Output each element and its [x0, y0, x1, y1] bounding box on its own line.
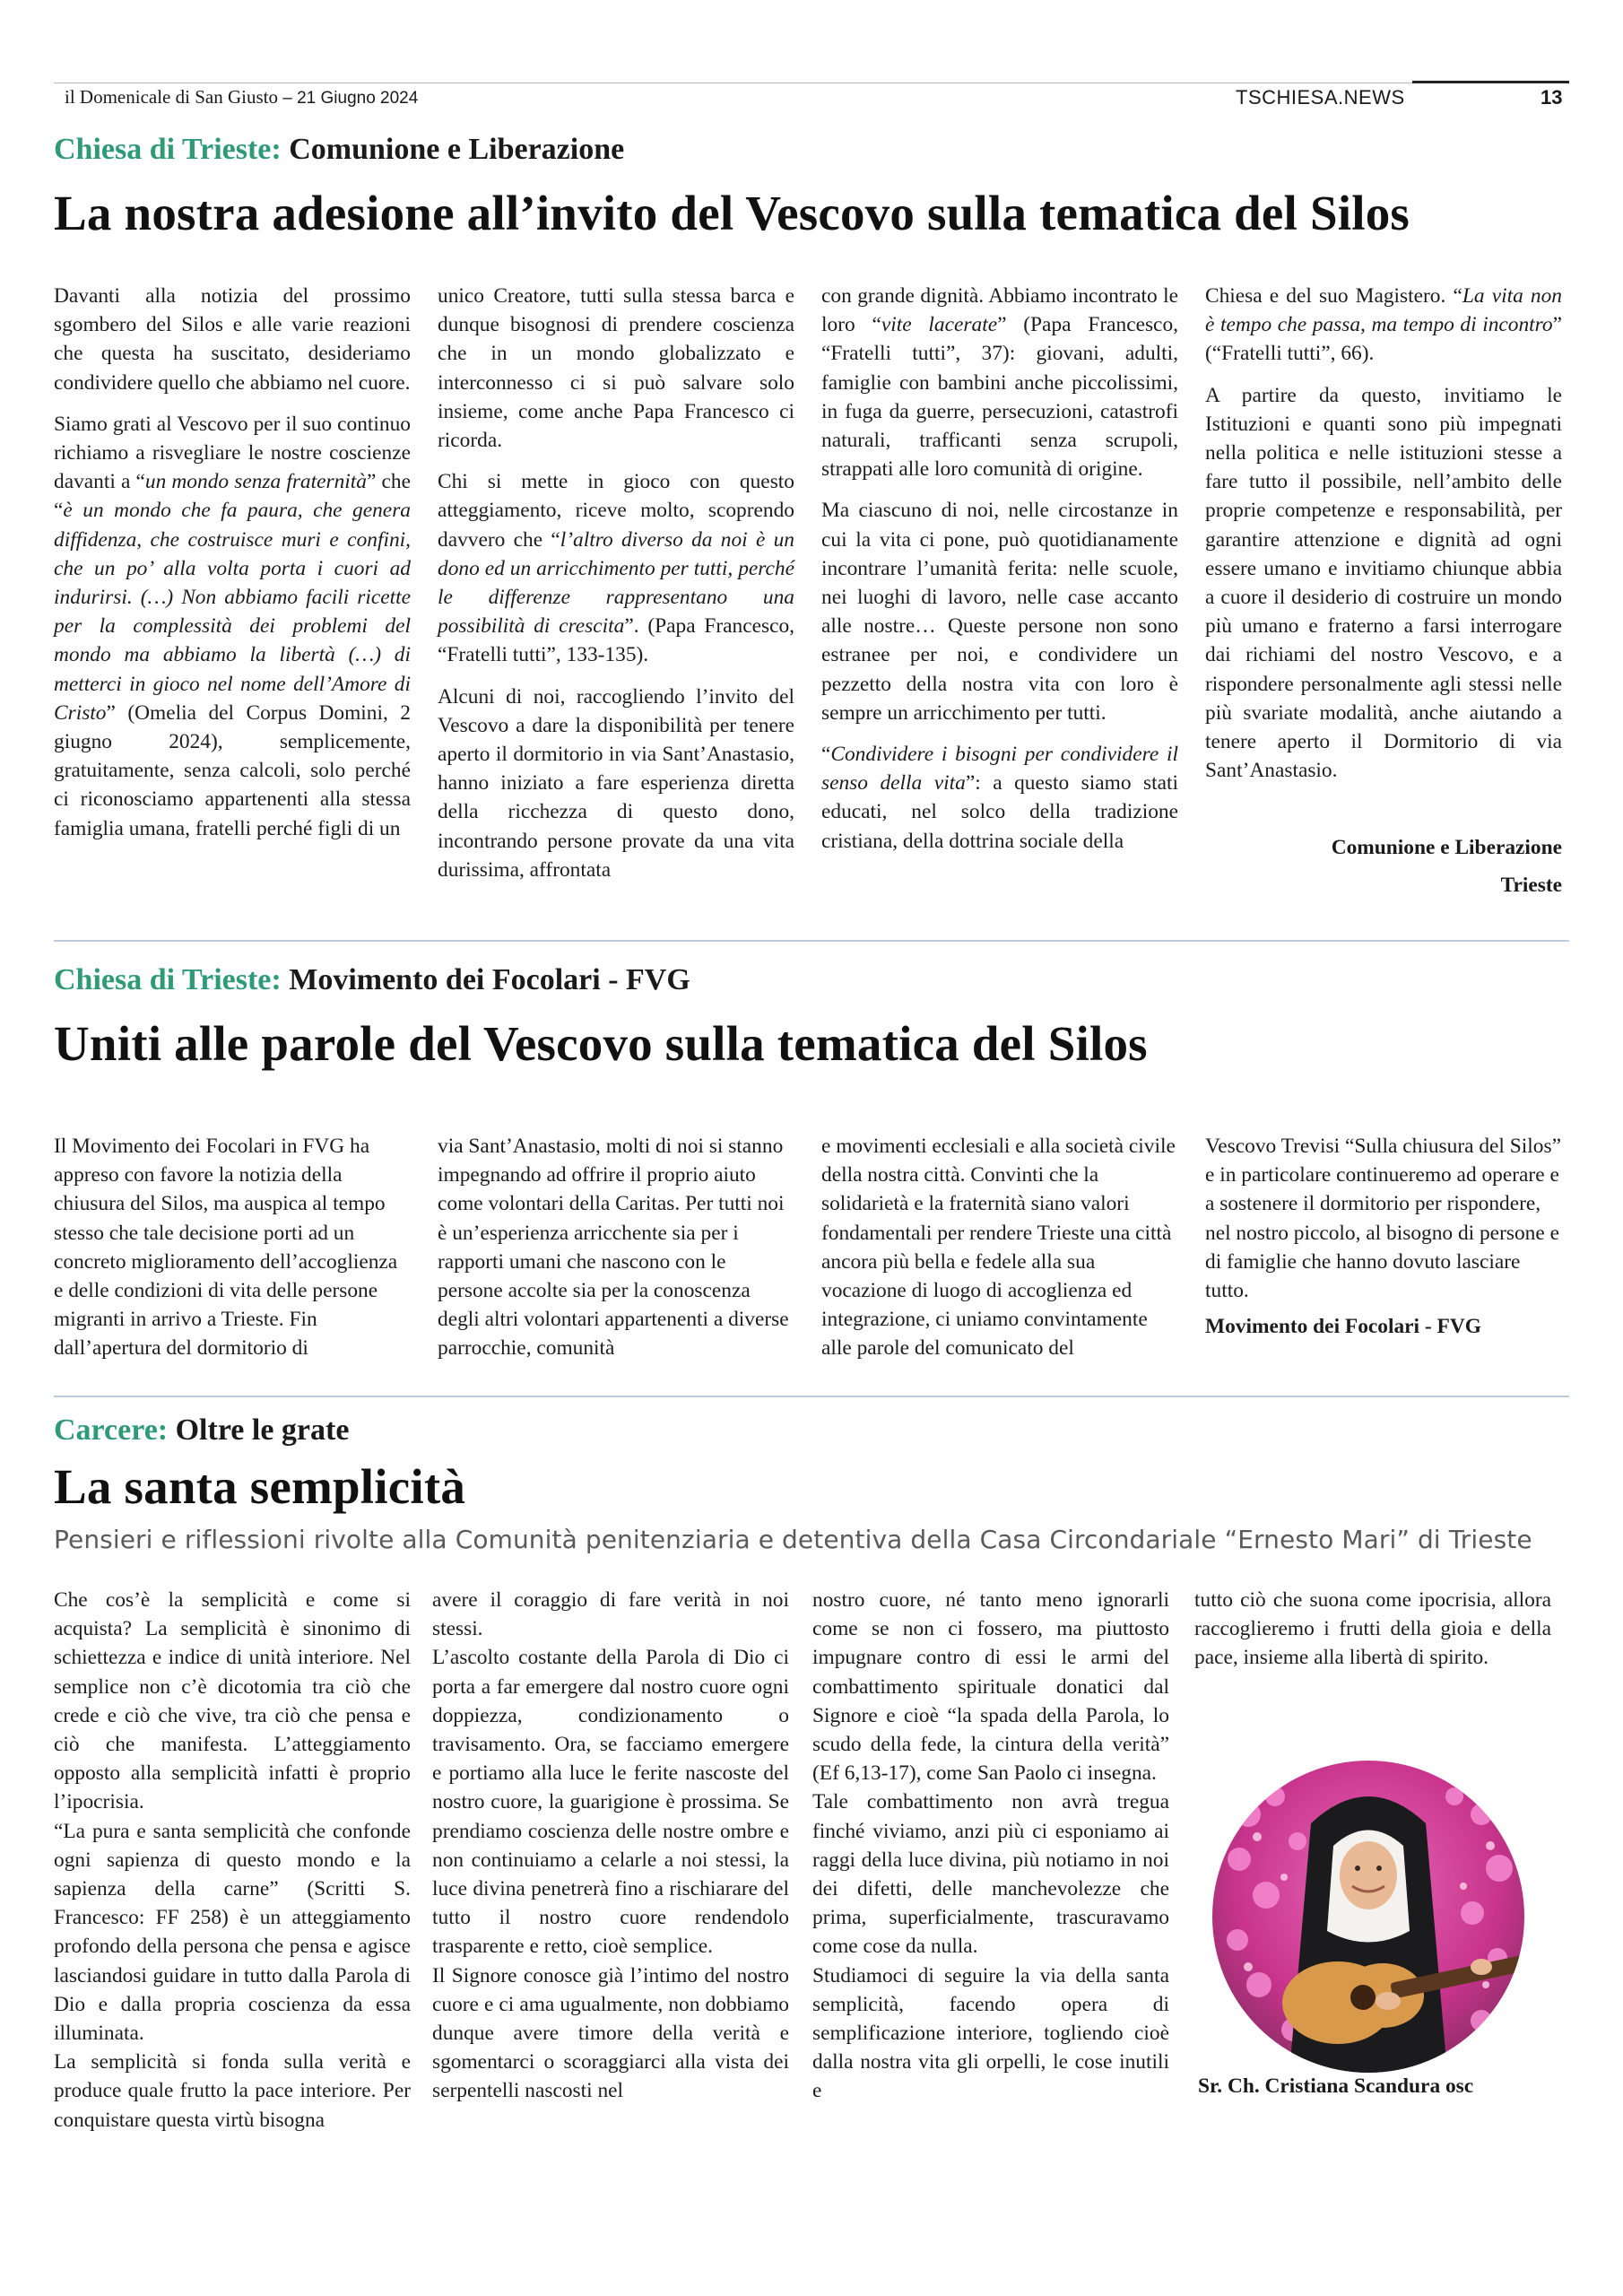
- paragraph: Che cos’è la semplicità e come si acquista? La semplicità è sinonimo di schiettezza e indice di unità interiore. Nel semplice non c’è dicotomia tra ciò che crede e ciò che vive, tra ciò che pensa e ciò che manifesta. L’atteggiamento opposto alla semplicità infatti è proprio l’ipocrisia.: [54, 1588, 411, 1814]
- paragraph: La semplicità si fonda sulla verità e produce quale frutto la pace interiore. Per conquistare questa virtù bisogna: [54, 2050, 411, 2132]
- paragraph: Tale combattimento non avrà tregua finché viviamo, anzi più ci esponiamo ai raggi della luce divina, più notiamo in noi dei difetti, delle manchevolezze che prima, superficialmente, trascuravamo come cose da nulla.: [812, 1790, 1169, 1959]
- article3-title: La santa semplicità: [54, 1459, 466, 1514]
- paragraph: Il Signore conosce già l’intimo del nostro cuore e ci ama ugualmente, non dobbiamo dunque avere timore della verità e sgomentarci o scoraggiarci alla vista dei serpentelli nascosti nel: [432, 1963, 789, 2103]
- paragraph: L’ascolto costante della Parola di Dio ci porta a far emergere dal nostro cuore ogni doppiezza, condizionamento o travisamento. Ora, se facciamo emergere e portiamo alla luce le ferite nascoste del nostro cuore, la guarigione è prossima. Se prendiamo coscienza delle nostre ombre e non continuiamo a celarle a noi stessi, la luce divina penetrerà fino a rischiarare del tutto il nostro cuore rendendolo trasparente e retto, cioè semplice.: [432, 1646, 789, 1959]
- article3-column-1: [54, 1586, 411, 2135]
- article3-subtitle: Pensieri e riflessioni rivolte alla Comunità penitenziaria e detentiva della Casa Circondariale “Ernesto Mari” di Trieste: [54, 1525, 1532, 1554]
- signature-organization: Comunione e Liberazione: [1331, 836, 1562, 859]
- paragraph: avere il coraggio di fare verità in noi stessi.: [432, 1588, 789, 1641]
- paragraph: con grande dignità. Abbiamo incontrato le loro “vite lacerate” (Papa Francesco, “Fratelli tutti”, 37): giovani, adulti, famiglie con bambini anche piccolissimi, in fuga da guerre, persecuzioni, catastrofi naturali, trafficanti senza scrupoli, strappati alle loro comunità di origine.: [821, 284, 1178, 482]
- photo-caption: Sr. Ch. Cristiana Scandura osc: [1198, 2074, 1474, 2098]
- article3-kicker: [54, 1413, 349, 1448]
- article2-section: Chiesa di Trieste:: [54, 963, 282, 996]
- article1-column-4: [1205, 282, 1562, 797]
- article1-title: La nostra adesione all’invito del Vescovo sulla tematica del Silos: [54, 186, 1410, 240]
- paragraph: Il Movimento dei Focolari in FVG ha appreso con favore la notizia della chiusura del Silos, ma auspica al tempo stesso che tale decisione porti ad un concreto miglioramento dell’accoglienza e delle condizioni di vita delle persone migranti in arrivo a Trieste. Fin dall’apertura del dormitorio di: [54, 1135, 398, 1361]
- article2-kicker: [54, 963, 690, 997]
- publication-name: il Domenicale di San Giusto: [65, 86, 278, 108]
- article2-column-1: [54, 1132, 411, 1363]
- paragraph: tutto ciò che suona come ipocrisia, allora raccoglieremo i frutti della gioia e della pace, insieme alla libertà di spirito.: [1194, 1588, 1551, 1670]
- article3-column-4: [1194, 1586, 1551, 1673]
- page-number: 13: [1541, 86, 1563, 109]
- paragraph: nostro cuore, né tanto meno ignorarli come se non ci fossero, ma piuttosto impugnare contro di essi le armi del combattimento spirituale donatici dal Signore e cioè “la spada della Parola, lo scudo della fede, la cintura della verità” (Ef 6,13-17), come San Paolo ci insegna.: [812, 1588, 1169, 1786]
- article1-kicker: [54, 133, 624, 167]
- paragraph: Chiesa e del suo Magistero. “La vita non è tempo che passa, ma tempo di incontro” (“Fratelli tutti”, 66).: [1205, 284, 1562, 366]
- article2-column-3: [821, 1132, 1178, 1363]
- paragraph: via Sant’Anastasio, molti di noi si stanno impegnando ad offrire il proprio aiuto come volontari della Caritas. Per tutti noi è un’esperienza arricchente sia per i rapporti umani che nascono con le persone accolte sia per la conoscenza degli altri volontari appartenenti a diverse parrocchie, comunità: [438, 1135, 789, 1361]
- paragraph: e movimenti ecclesiali e alla società civile della nostra città. Convinti che la solidarietà e la fraternità siano valori fondamentali per rendere Trieste una città ancora più bella e fedele alla sua vocazione di luogo di accoglienza ed integrazione, ci uniamo convintamente alle parole del comunicato del: [821, 1135, 1176, 1361]
- article3-section: Carcere:: [54, 1413, 169, 1447]
- author-photo: [1212, 1761, 1524, 2073]
- article2-column-4: [1205, 1132, 1562, 1343]
- paragraph: Ma ciascuno di noi, nelle circostanze in cui la vita ci pone, può quotidianamente incontrare l’umanità ferita: nelle scuole, nei luoghi di lavoro, nelle case accanto alle nostre… Queste persone non sono estranee per noi, e condividere un pezzetto della nostra vita con loro è sempre un arricchimento per tutti.: [821, 499, 1178, 725]
- article3-column-2: [432, 1586, 789, 2106]
- paragraph: Davanti alla notizia del prossimo sgombero del Silos e alle varie reazioni che questa ha suscitato, desideriamo condividere quello che abbiamo nel cuore.: [54, 284, 411, 395]
- article1-section: Chiesa di Trieste:: [54, 133, 282, 166]
- article2-title: Uniti alle parole del Vescovo sulla tematica del Silos: [54, 1016, 1148, 1071]
- paragraph: Studiamoci di seguire la via della santa semplicità, facendo opera di semplificazione interiore, togliendo cioè dalla nostra vita gli orpelli, le cose inutili e: [812, 1963, 1169, 2103]
- article2-topic: Movimento dei Focolari - FVG: [289, 963, 690, 996]
- header-accent-rule: [1412, 81, 1569, 83]
- section-divider: [54, 940, 1569, 942]
- paragraph: A partire da questo, invitiamo le Istituzioni e quanti sono più impegnati nella politica e nelle istituzioni stesse a fare tutto il possibile, nell’ambito delle proprie competenze e responsabilità, per garantire attenzione e dignità ad ogni essere umano e invitiamo chiunque abbia a cuore il desiderio di costruire un mondo più umano e fraterno a farsi interrogare dai richiami del nostro Vescovo, e a rispondere personalmente agli stessi nelle più svariate modalità, anche aiutando a tenere aperto il Dormitorio di via Sant’Anastasio.: [1205, 383, 1562, 783]
- section-divider: [54, 1396, 1569, 1397]
- paragraph: unico Creatore, tutti sulla stessa barca e dunque bisognosi di prendere coscienza che in un mondo globalizzato e interconnesso ci si può salvare solo insieme, come anche Papa Francesco ci ricorda.: [438, 284, 794, 453]
- publication-date: – 21 Giugno 2024: [277, 89, 419, 108]
- article2-signature: Movimento dei Focolari - FVG: [1205, 1315, 1481, 1339]
- paragraph: Chi si mette in gioco con questo atteggiamento, riceve molto, scoprendo davvero che “l’altro diverso da noi è un dono ed un arricchimento per tutti, perché le differenze rappresentano una possibilità di crescita”. (Papa Francesco, “Fratelli tutti”, 133-135).: [438, 470, 794, 667]
- website-name: TSCHIESA.NEWS: [1236, 86, 1405, 109]
- article1-signature: [1205, 829, 1562, 904]
- paragraph: “Condividere i bisogni per condividere il senso della vita”: a questo siamo stati educati, nel solco della tradizione cristiana, della dottrina sociale della: [821, 743, 1178, 853]
- publication-line: [65, 86, 418, 109]
- article1-column-2: [438, 282, 794, 897]
- paragraph: Vescovo Trevisi “Sulla chiusura del Silos” e in particolare continueremo ad operare e a sostenere il dormitorio per rispondere, nel nostro piccolo, al bisogno di persone e di famiglie che hanno dovuto lasciare tutto.: [1205, 1135, 1561, 1303]
- article1-column-3: [821, 282, 1178, 868]
- paragraph: Siamo grati al Vescovo per il suo continuo richiamo a risvegliare le nostre coscienze davanti a “un mondo senza fraternità” che “è un mondo che fa paura, che genera diffidenza, che costruisce muri e confini, che un po’ alla volta porta i cuori ad indurirsi. (…) Non abbiamo facili ricette per la complessità dei problemi del mondo ma abbiamo la libertà (…) di metterci in gioco nel nome dell’Amore di Cristo” (Omelia del Corpus Domini, 2 giugno 2024), semplicemente, gratuitamente, senza calcoli, solo perché ci riconosciamo appartenenti alla stessa famiglia umana, fratelli perché figli di un: [54, 412, 411, 840]
- article1-topic: Comunione e Liberazione: [289, 133, 625, 166]
- author-photo-illustration: [1212, 1761, 1524, 2073]
- signature-city: Trieste: [1500, 874, 1562, 897]
- article3-column-3: [812, 1586, 1169, 2106]
- paragraph: Alcuni di noi, raccogliendo l’invito del Vescovo a dare la disponibilità per tenere aperto il dormitorio in via Sant’Anastasio, hanno iniziato a fare esperienza diretta della ricchezza di questo dono, incontrando persone provate da una vita durissima, affrontata: [438, 684, 794, 882]
- article3-topic: Oltre le grate: [175, 1413, 350, 1447]
- article2-column-2: [438, 1132, 794, 1363]
- article1-column-1: [54, 282, 411, 856]
- paragraph: “La pura e santa semplicità che confonde ogni sapienza di questo mondo e la sapienza della carne” (Scritti S. Francesco: FF 258) è un atteggiamento profondo della persona che pensa e agisce lasciandosi guidare in tutto dalla Parola di Dio e dalla propria coscienza da essa illuminata.: [54, 1819, 411, 2046]
